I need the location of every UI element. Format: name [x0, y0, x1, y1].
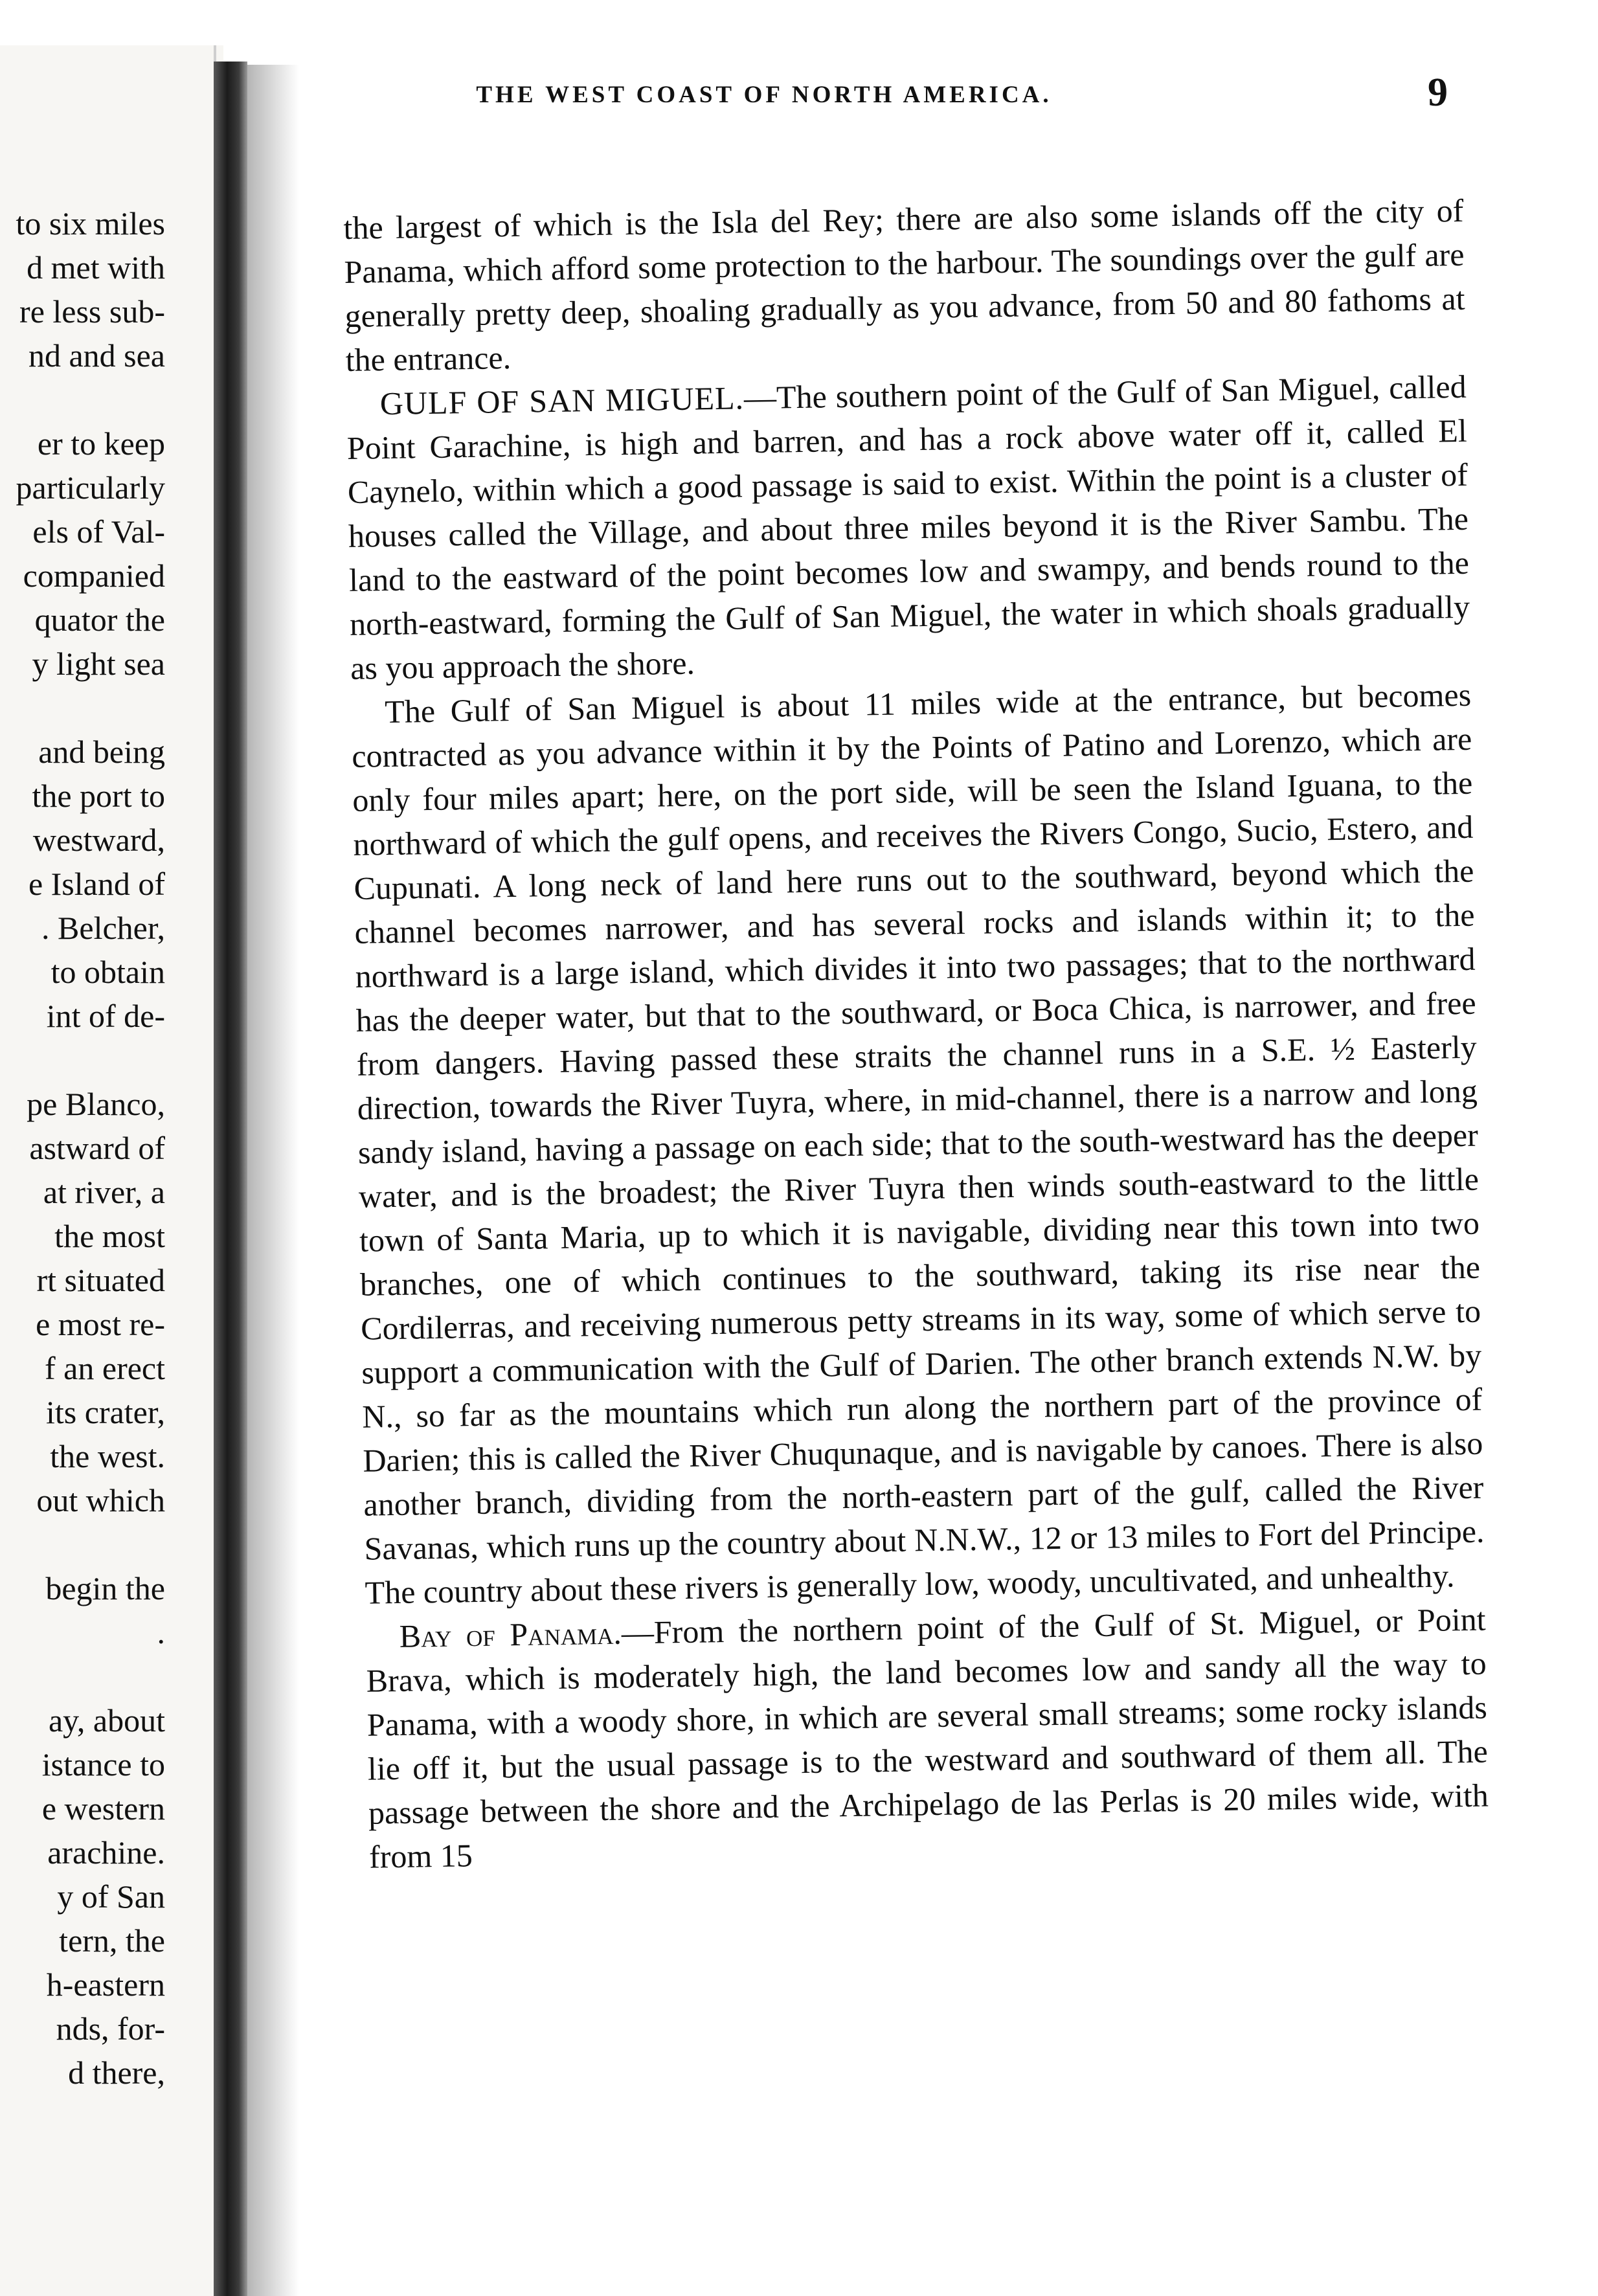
left-page-line: d there, — [68, 2054, 165, 2091]
left-page-line: re less sub- — [19, 293, 165, 330]
left-page-line: its crater, — [45, 1394, 165, 1430]
paragraph-bay-of-panama — [365, 1597, 1489, 1879]
left-page-line: westward, — [32, 822, 165, 858]
binding-shadow — [214, 62, 247, 2296]
section-heading: GULF OF SAN MIGUEL. — [379, 379, 745, 422]
left-page-line: nds, for- — [56, 2010, 165, 2047]
left-page-line: els of Val- — [32, 513, 165, 550]
left-page-line: quator the — [34, 602, 165, 638]
left-page-line: companied — [23, 557, 165, 594]
page-body — [343, 188, 1489, 1879]
left-page-line: . — [157, 1614, 165, 1650]
left-page-line: particularly — [16, 469, 165, 506]
left-page-line: the west. — [50, 1438, 165, 1474]
left-page-line: e Island of — [28, 866, 165, 902]
paragraph-text: —From the northern point of the Gulf of St. Miguel, or Point Brava, which is moderately high, the land becomes low and sandy all the way to Panama, with a woody shore, in which are several small streams; some rocky islands lie off it, but the usual passage is to the westward and southward of them all. The passage between the shore and the Archipelago de las Perlas is 20 miles wide, with from 15 — [366, 1601, 1489, 1875]
left-page-line: out which — [36, 1482, 165, 1518]
left-page-line: rt situated — [36, 1262, 165, 1298]
gutter-shade — [247, 65, 299, 2296]
left-page-line: y of San — [57, 1878, 165, 1915]
left-page-line: begin the — [45, 1570, 165, 1606]
left-page-line: e western — [41, 1790, 165, 1827]
left-page-line: the port to — [32, 778, 165, 814]
left-page-line: f an erect — [45, 1350, 165, 1386]
section-heading: Bay of Panama. — [399, 1614, 622, 1654]
left-page-line: the most — [54, 1218, 165, 1254]
left-page-line: nd and sea — [28, 337, 165, 374]
left-page-line: h-eastern — [46, 1966, 165, 2003]
left-page-line: . Belcher, — [41, 910, 165, 946]
left-page-line: astward of — [29, 1130, 165, 1166]
paragraph-isla-del-rey — [343, 188, 1466, 382]
running-head: THE WEST COAST OF NORTH AMERICA. — [476, 82, 1052, 108]
left-page-line: ay, about — [48, 1702, 165, 1739]
left-page-line: to obtain — [51, 954, 165, 990]
left-page-line: and being — [38, 734, 165, 770]
left-page-line: d met with — [27, 249, 165, 286]
left-page-line: tern, the — [59, 1922, 165, 1959]
left-page-line: istance to — [41, 1746, 165, 1783]
left-page-line: at river, a — [43, 1174, 165, 1210]
paragraph-gulf-of-san-miguel — [346, 365, 1470, 690]
page-number: 9 — [1428, 71, 1448, 115]
paragraph-text: the largest of which is the Isla del Rey; there are also some islands off the city of Panama, which afford some protection to the harbour. The soundings over the gulf are generally pretty deep, shoaling gradually as you advance, from 50 and 80 fathoms at the entrance. — [343, 192, 1465, 378]
left-page-line: int of de- — [46, 998, 165, 1034]
left-page-line: arachine. — [47, 1834, 165, 1871]
paragraph-text: —The southern point of the Gulf of San Miguel, called Point Garachine, is high and barren, and has a rock above water off it, called El Caynelo, within which a good passage is said to exist. Within the point is a cluster of houses called the Village, and about three miles beyond it is the River Sambu. The land to the eastward of the point becomes low and swampy, and bends round to the north-eastward, forming the Gulf of San Miguel, the water in which shoals gradually as you approach the shore. — [346, 368, 1470, 686]
left-page-line: to six miles — [16, 205, 165, 242]
paragraph-text: The Gulf of San Miguel is about 11 miles wide at the entrance, but becomes contracted as you advance within it by the Points of Patino and Lorenzo, which are only four miles apart; here, on the port side, will be seen the Island Iguana, to the northward of which the gulf opens, and receives the Rivers Congo, Sucio, Estero, and Cupunati. A long neck of land here runs out to the southward, beyond which the channel becomes narrower, and has several rocks and islands within it; to the northward is a large island, which divides it into two passages; that to the northward has the deeper water, but that to the southward, or Boca Chica, is narrower, and free from dangers. Having passed these straits the channel runs in a S.E. ½ Easterly direction, towards the River Tuyra, where, in mid-channel, there is a narrow and long sandy island, having a passage on each side; that to the south-westward has the deeper water, and is the broadest; the River Tuyra then winds south-eastward to the little town of Santa Maria, up to which it is navigable, dividing near this town into two branches, one of which continues to the southward, taking its rise near the Cordilerras, and receiving numerous petty streams in its way, some of which serve to support a communication with the Gulf of Darien. The other branch extends N.W. by N., so far as the mountains which run along the northern part of the province of Darien; this is called the River Chuqunaque, and is navigable by canoes. There is also another branch, dividing from the north-eastern part of the gulf, called the River Savanas, which runs up the country about N.N.W., 12 or 13 miles to Fort del Principe. The country about these rivers is generally low, woody, uncultivated, and unhealthy. — [351, 676, 1485, 1611]
left-page-line: er to keep — [37, 425, 165, 462]
paragraph-gulf-entrance — [351, 673, 1485, 1615]
left-page-fragment — [0, 45, 223, 2296]
left-page-line: y light sea — [32, 646, 165, 682]
left-page-line: pe Blanco, — [27, 1086, 165, 1122]
left-page-line: e most re- — [36, 1306, 165, 1342]
